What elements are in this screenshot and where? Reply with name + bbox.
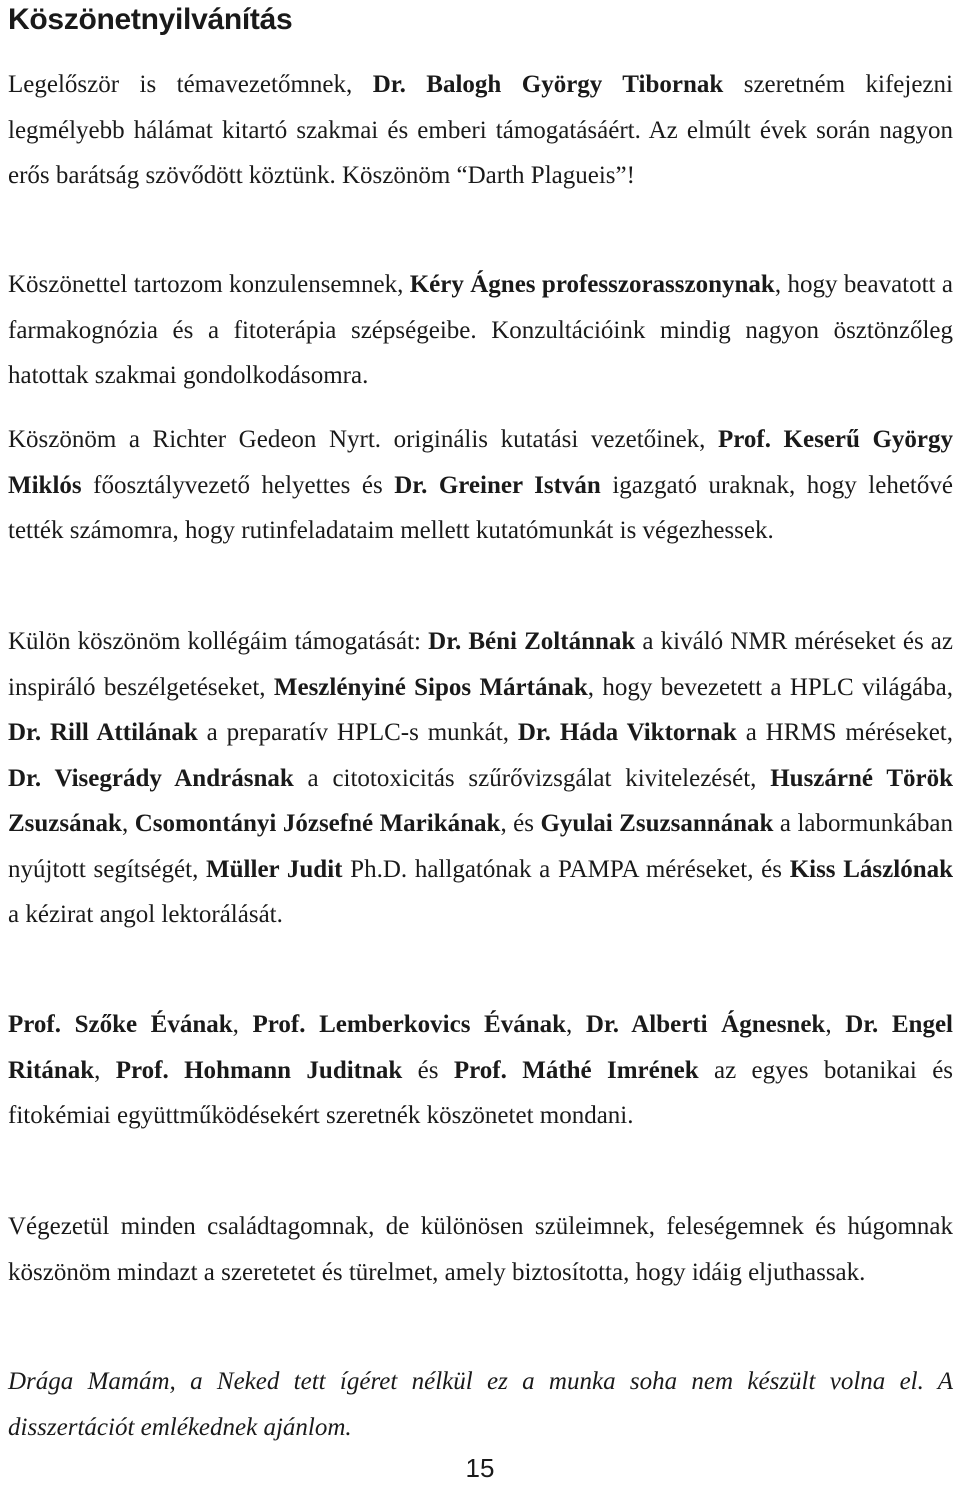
text-run: , és — [500, 810, 541, 837]
bold-name-run: Meszlényiné Sipos Mártának — [273, 673, 588, 701]
paragraph-richter — [8, 417, 953, 554]
bold-name-run: Gyulai Zsuzsannának — [540, 810, 774, 837]
bold-name-run: Prof. Szőke Évának — [8, 1011, 233, 1038]
text-run: Köszönettel tartozom konzulensemnek, — [8, 271, 410, 298]
bold-name-run: Dr. Háda Viktornak — [517, 719, 737, 746]
paragraph-supervisor — [8, 62, 953, 199]
bold-name-run: Prof. Lemberkovics Évának — [252, 1011, 567, 1038]
text-run: és — [402, 1056, 454, 1084]
paragraph-family — [8, 1204, 953, 1295]
bold-name-run: Prof. Máthé Imrének — [453, 1056, 699, 1084]
text-run: a citotoxicitás szűrővizsgálat kivitelezését, — [293, 764, 771, 792]
text-run: , hogy beavatott a farmakognózia és a fitoterápia szépségeibe. Konzultációink mindig nagyon ösztönzőleg hatottak szakmai gondolkodásomra. — [8, 271, 953, 389]
text-run: Ph.D. hallgatónak a PAMPA méréseket, és — [342, 855, 790, 883]
italic-text-run: Drága Mamám, a Neked tett ígéret nélkül ez a munka soha nem készült volna el. A disszertációt emlékednek ajánlom. — [8, 1368, 953, 1441]
bold-name-run: Dr. Visegrády Andrásnak — [8, 764, 294, 792]
text-run: , — [566, 1011, 586, 1038]
text-run: szeretném kifejezni legmélyebb hálámat kitartó szakmai és emberi támogatásáért. Az elmúlt évek során nagyon erős barátság szövődött köztünk. Köszönöm “Darth Plagueis”! — [8, 71, 953, 189]
bold-name-run: Prof. Hohmann Juditnak — [115, 1056, 403, 1084]
text-run: a HRMS méréseket, — [736, 719, 953, 746]
text-run: , — [825, 1011, 846, 1038]
paragraph-consultant — [8, 262, 953, 399]
text-run: igazgató uraknak, hogy lehetővé tették számomra, hogy rutinfeladataim mellett kutatómunkát is végezhessek. — [8, 471, 953, 544]
bold-name-run: Csomontányi Józsefné Marikának — [134, 810, 501, 837]
text-run: a labormunkában nyújtott segítségét, — [8, 810, 953, 883]
bold-name-run: Huszárné Török Zsuzsának — [8, 764, 954, 837]
paragraph-dedication — [8, 1359, 953, 1450]
bold-name-run: Dr. Rill Attilának — [8, 719, 198, 746]
bold-name-run: Dr. Engel Ritának — [8, 1011, 954, 1084]
text-run: a preparatív HPLC-s munkát, — [197, 719, 518, 746]
text-run: , hogy bevezetett a HPLC világába, — [587, 673, 953, 701]
bold-name-run: Prof. Keserű György Miklós — [8, 426, 953, 499]
page-title: Köszönetnyilvánítás — [8, 3, 293, 36]
text-run: Köszönöm a Richter Gedeon Nyrt. originális kutatási vezetőinek, — [8, 426, 718, 453]
bold-name-run: Dr. Béni Zoltánnak — [428, 628, 636, 655]
text-run: a kiváló NMR méréseket és az inspiráló beszélgetéseket, — [8, 628, 953, 701]
bold-name-run: Müller Judit — [206, 855, 343, 883]
text-run: Külön köszönöm kollégáim támogatását: — [8, 628, 429, 655]
page-number: 15 — [465, 1453, 495, 1483]
paragraph-colleagues — [8, 619, 953, 938]
text-run: a kézirat angol lektorálását. — [8, 901, 283, 928]
bold-name-run: Dr. Greiner István — [394, 471, 601, 499]
bold-name-run: Dr. Balogh György Tibornak — [372, 71, 724, 98]
text-run: , — [121, 810, 135, 837]
bold-name-run: Kéry Ágnes professzorasszonynak — [409, 271, 775, 298]
text-run: az egyes botanikai és fitokémiai együttműködésekért szeretnék köszönetet mondani. — [8, 1056, 954, 1129]
paragraph-collaborators — [8, 1002, 953, 1139]
text-run: főosztályvezető helyettes és — [81, 471, 395, 499]
text-run: , — [232, 1011, 253, 1038]
text-run: Legelőször is témavezetőmnek, — [8, 71, 373, 98]
bold-name-run: Dr. Alberti Ágnesnek — [585, 1011, 826, 1038]
bold-name-run: Kiss Lászlónak — [789, 855, 953, 883]
text-run: , — [94, 1056, 116, 1084]
text-run: Végezetül minden családtagomnak, de különösen szüleimnek, feleségemnek és húgomnak köszönöm mindazt a szeretetet és türelmet, amely biztosította, hogy idáig eljuthassak. — [8, 1213, 953, 1286]
